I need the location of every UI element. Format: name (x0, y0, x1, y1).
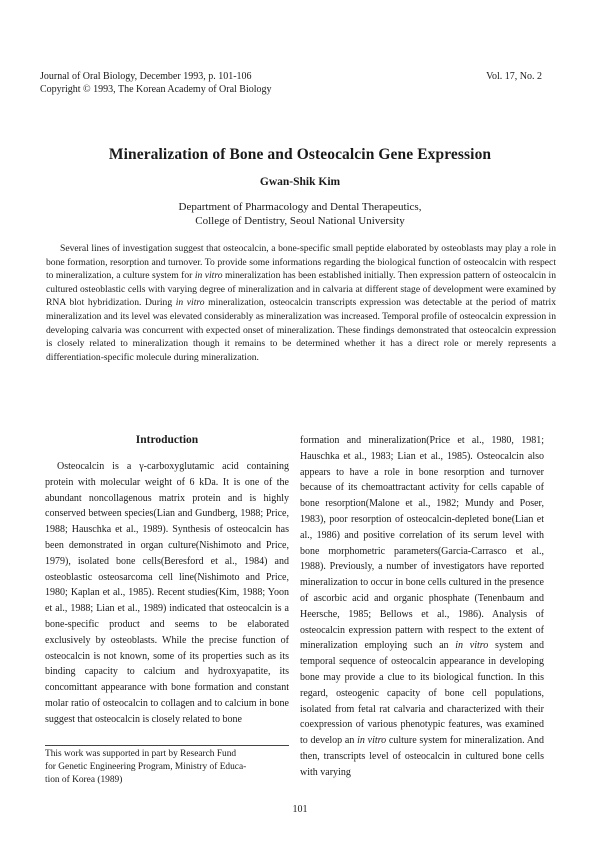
abstract-text-3: mineralization, osteocalcin transcripts expression was detectable at the period of matrix mineralization and its level was elevated considerably as mineralization was increased. Temporal profile of osteocalcin expression in developing calvaria was concurrent with expected onset of mineralization. These findings demonstrated that osteocalcin expression is closely related to mineralization though it remains to be determined whether it has a direct role or merely represents a differentiation-specific molecule during mineralization. (46, 297, 557, 363)
introduction-paragraph-right (300, 433, 544, 781)
volume-issue: Vol. 17, No. 2 (486, 71, 542, 82)
journal-line: Journal of Oral Biology, December 1993, p. 101-106 (40, 71, 252, 82)
introduction-paragraph-left: Osteocalcin is a γ-carboxyglutamic acid containing protein with molecular weight of 6 kDa. It is one of the abundant noncollagenous matrix protein and is highly conserved between species(Lian and Gundberg, 1988; Price, 1988; Hauschka et al., 1989). Synthesis of osteocalcin has been demonstrated in organ culture(Nishimoto and Price, 1979), isolated bone cells(Beresford et al., 1984) and osteoblastic osteosarcoma cell line(Nishimoto and Price, 1980; Kaplan et al., 1985). Recent studies(Kim, 1988; Yoon et al., 1988; Lian et al., 1989) indicated that osteocalcin is a bone-specific product and seems to be elaborated exclusively by osteoblasts. While the precise function of osteocalcin is not known, some of its properties such as its binding capacity to calcium and hydroxyapatite, its concomittant appearance with bone formation and constant molar ratio of osteocalcin to collagen and to calcium in bone suggest that osteocalcin is closely related to bone (45, 461, 289, 725)
right-text-c: culture system for mineralization. And then, transcripts level of osteocalcin in cultured bone cells with varying (300, 735, 544, 778)
affiliation-line-1: Department of Pharmacology and Dental Therapeutics, (178, 201, 422, 213)
page-number: 101 (292, 804, 308, 815)
abstract-text-2: mineralization has been established initially. Then expression pattern of osteocalcin in cultured osteoblastic cells with varying degree of mineralization and in calvaria at different stage of development were examined by RNA blot hybridization. During (46, 270, 557, 309)
right-italic-1: in vitro (455, 640, 489, 652)
abstract-italic-1: in vitro (194, 270, 223, 282)
funding-footnote (45, 745, 289, 787)
right-text-a: formation and mineralization(Price et al., 1980, 1981; Hauschka et al., 1983; Lian et al., 1985). Osteocalcin also appears to have a role in bone resorption and turnover because of its chemoattractant activity for cells capable of bone resorption(Malone et al., 1982; Mundy and Poser, 1983), poor resorption of osteocalcin-depleted bone(Lian et al., 1986) and positive correlation of its serum level with bone morphometric parameters(Garcia-Carrasco et al., 1988). Previously, a number of investigators have reported mineralization to occur in bone cells cultured in the presence of ascorbic acid and organic phosphate (Tenenbaum and Heersche, 1985; Bellows et al., 1986). Analysis of osteocalcin expression pattern with respect to the extent of mineralization employing such an (300, 435, 544, 652)
journal-citation (40, 70, 272, 96)
right-italic-2: in vitro (357, 735, 387, 747)
affiliation-line-2: College of Dentistry, Seoul National University (195, 215, 405, 227)
footnote-line-2: for Genetic Engineering Program, Ministry of Educa- (45, 762, 247, 772)
author-affiliation (0, 200, 600, 228)
footnote-line-3: tion of Korea (1989) (45, 775, 123, 785)
author-name: Gwan-Shik Kim (259, 176, 341, 188)
abstract-text-1: Several lines of investigation suggest that osteocalcin, a bone-specific small peptide elaborated by osteoblasts may play a role in bone formation, resorption and turnover. To provide some informations regarding the biological function of osteocalcin with respect to mineralization, a culture system for (46, 243, 556, 282)
left-column (45, 431, 289, 728)
right-column (300, 433, 544, 781)
introduction-heading: Introduction (135, 434, 199, 446)
abstract-italic-2: in vitro (175, 297, 205, 309)
right-text-b: system and temporal sequence of osteocalcin appearance in developing bone may provide a clue to its biological function. In this regard, osteogenic capacity of bone cell populations, isolated from fetal rat calvaria and characterized with their coexpression of various phenotypic features, was examined to develop an (300, 640, 545, 747)
copyright-line: Copyright © 1993, The Korean Academy of Oral Biology (40, 84, 272, 95)
footnote-line-1: This work was supported in part by Research Fund (45, 749, 237, 759)
abstract (46, 242, 556, 364)
paper-title: Mineralization of Bone and Osteocalcin Gene Expression (108, 146, 492, 163)
